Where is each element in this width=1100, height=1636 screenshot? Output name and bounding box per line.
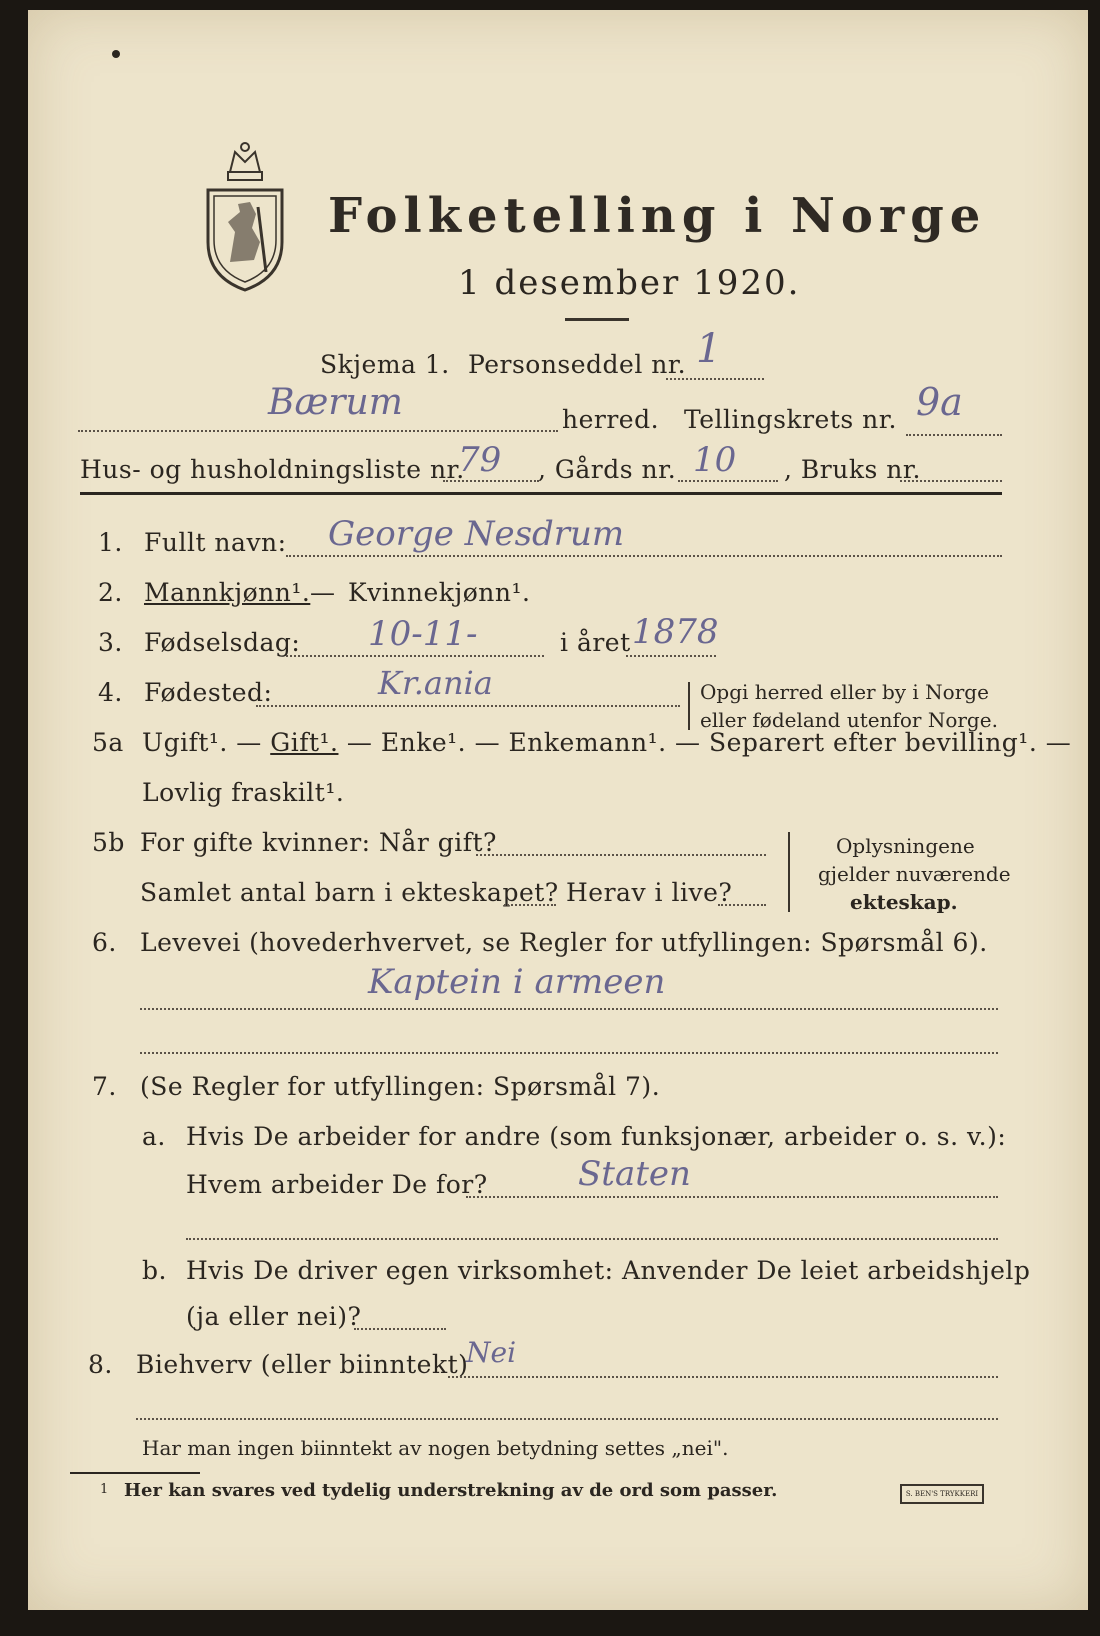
q7b-number: b.: [142, 1256, 167, 1285]
q8-number: 8.: [88, 1350, 113, 1379]
lovlig-fraskilt-option[interactable]: Lovlig fraskilt¹.: [142, 778, 345, 807]
coat-of-arms-icon: [200, 132, 290, 292]
q7-number: 7.: [92, 1072, 117, 1101]
arbeidsgiver-value[interactable]: Staten: [578, 1154, 691, 1194]
personseddel-value[interactable]: 1: [696, 326, 722, 372]
full-name-value[interactable]: George Nesdrum: [328, 514, 625, 554]
gards-value[interactable]: 10: [693, 440, 737, 480]
tellingskrets-label: Tellingskrets nr.: [684, 405, 897, 434]
title-rule: [565, 318, 629, 321]
levevei-value[interactable]: Kaptein i armeen: [368, 962, 666, 1002]
birthyear-value[interactable]: 1878: [632, 612, 719, 652]
q4-number: 4.: [98, 678, 123, 707]
header-rule: [80, 492, 1002, 495]
census-form: [28, 10, 1088, 1610]
footnote-text: Her kan svares ved tydelig understrekning av de ord som passer.: [124, 1480, 778, 1501]
kvinnekjonn-option[interactable]: Kvinnekjønn¹.: [348, 578, 531, 607]
biinntekt-value[interactable]: Nei: [466, 1336, 517, 1369]
birthplace-value[interactable]: Kr.ania: [378, 664, 493, 702]
q5b-note-2: gjelder nuværende: [818, 862, 1011, 886]
q5b-note-1: Oplysningene: [836, 834, 975, 858]
q5b-number: 5b: [92, 828, 125, 857]
herred-label: herred.: [562, 405, 660, 434]
q5a-line-1: [142, 728, 1071, 757]
ink-dot: [112, 50, 120, 58]
q7a-number: a.: [142, 1122, 166, 1151]
gift-option[interactable]: Gift¹.: [270, 728, 339, 757]
herred-value[interactable]: Bærum: [268, 382, 403, 423]
q7a-line-1: Hvis De arbeider for andre (som funksjonær, arbeider o. s. v.):: [186, 1122, 1007, 1151]
q5a-number: 5a: [92, 728, 124, 757]
form-title: Folketelling i Norge: [328, 188, 987, 244]
q6-number: 6.: [92, 928, 117, 957]
tellingskrets-value[interactable]: 9a: [916, 380, 963, 424]
husholdning-label: Hus- og husholdningsliste nr.: [80, 455, 465, 484]
q3-label: Fødselsdag:: [144, 628, 301, 657]
q5a-other-options[interactable]: — Enke¹. — Enkemann¹. — Separert efter bevilling¹. —: [338, 728, 1072, 757]
q1-label: Fullt navn:: [144, 528, 287, 557]
q5b-note-3: ekteskap.: [850, 890, 958, 914]
footer-note: Har man ingen biinntekt av nogen betydning settes „nei".: [142, 1436, 729, 1460]
q4-label: Fødested:: [144, 678, 273, 707]
ugift-option[interactable]: Ugift¹. —: [142, 728, 271, 757]
year-label: i året: [560, 628, 631, 657]
gards-label: , Gårds nr.: [538, 455, 677, 484]
form-date: 1 desember 1920.: [458, 263, 801, 303]
naar-gift-label: For gifte kvinner: Når gift?: [140, 828, 497, 857]
q2-dash: —: [310, 578, 336, 607]
mannkjonn-option[interactable]: Mannkjønn¹.: [144, 578, 311, 607]
footnote-mark: 1: [100, 1482, 109, 1497]
q7b-line-2: (ja eller nei)?: [186, 1302, 362, 1331]
birthdate-value[interactable]: 10-11-: [368, 614, 478, 654]
husholdning-value[interactable]: 79: [458, 440, 502, 480]
bruks-label: , Bruks nr.: [784, 455, 921, 484]
q4-note-1: Opgi herred eller by i Norge: [700, 680, 989, 704]
q7-label: (Se Regler for utfyllingen: Spørsmål 7).: [140, 1072, 661, 1101]
skjema-label: Skjema 1.: [320, 350, 450, 379]
q7b-line-1: Hvis De driver egen virksomhet: Anvender De leiet arbeidshjelp: [186, 1256, 1031, 1285]
q6-label: Levevei (hovederhvervet, se Regler for utfyllingen: Spørsmål 6).: [140, 928, 988, 957]
herav-i-live-label: Herav i live?: [566, 878, 733, 907]
q4-note-2: eller fødeland utenfor Norge.: [700, 708, 998, 732]
q1-number: 1.: [98, 528, 123, 557]
q2-number: 2.: [98, 578, 123, 607]
antal-barn-label: Samlet antal barn i ekteskapet?: [140, 878, 559, 907]
q7a-line-2: Hvem arbeider De for?: [186, 1170, 488, 1199]
q8-label: Biehverv (eller biinntekt): [136, 1350, 469, 1379]
printer-stamp: S. BEN'S TRYKKERI: [900, 1484, 984, 1504]
q3-number: 3.: [98, 628, 123, 657]
personseddel-label: Personseddel nr.: [468, 350, 687, 379]
